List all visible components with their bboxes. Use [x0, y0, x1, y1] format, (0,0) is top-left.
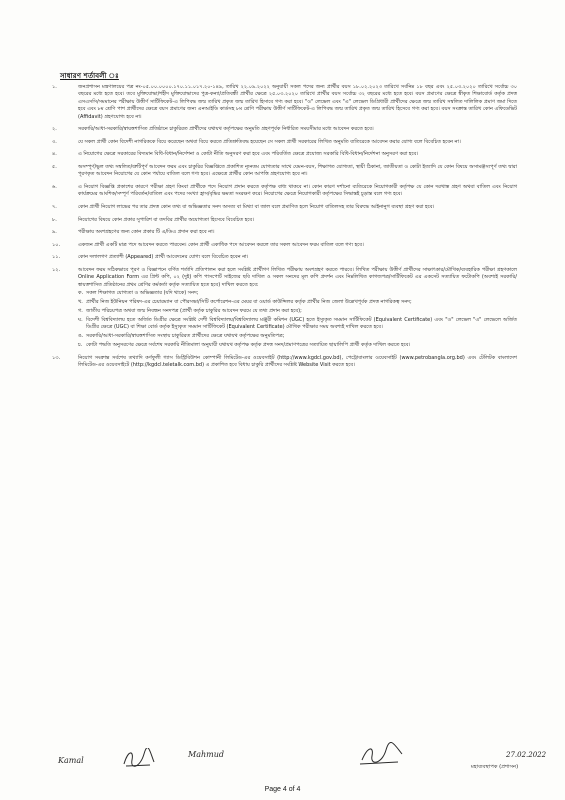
condition-number: ১১.	[52, 254, 61, 261]
handwritten-date: 27.02.2022	[506, 751, 547, 759]
sub-item-text: কোটা পদ্ধতি অনুসরণের ক্ষেত্রে সর্বশেষ সরকারি নীতিমালা অনুযায়ী যথাযথ কর্তৃপক্ষ কর্তৃক প্রদত্ত সনদ/প্রমাণপত্রের সত্যায়িত ছায়ালিপি প্রার্থী কর্তৃক দাখিল করতে হবে।	[86, 342, 411, 349]
condition-text: জনপ্রশাসন মন্ত্রণালয়ের পত্র নং-০৫.০০.০০০০.১৭০.১১.০১৭.২০-১৪৯, তারিখ ২২.০৯.২০২২ অনুযায়ী সকল পদের জন্য প্রার্থীর বয়স ১৮.০২.২০২৩ তারিখে সর্বনিম্ন ১৮ বছর এবং ২৫.০৩.২০২০ তারিখে সর্বোচ্চ ৩০ বছরের মধ্যে হতে হবে। তবে মুক্তিযোদ্ধা/শহীদ মুক্তিযোদ্ধাদের পুত্র-কন্যা/প্রতিবন্ধী প্রার্থীর ক্ষেত্রে ২৫.০৩.২০২০ তারিখে প্রার্থীর বয়স সর্বোচ্চ ৩২ বছরের মধ্যে হতে হবে। বয়স প্রমাণের ক্ষেত্রে স্বীকৃত শিক্ষাবোর্ড কর্তৃক প্রদত্ত এসএসসি/সমমানের পরীক্ষায় উত্তীর্ণ সার্টিফিকেট-এ লিপিবদ্ধ জন্ম তারিখ প্রকৃত জন্ম তারিখ হিসাবে গণ্য করা হবে। "ও" লেভেল এবং "এ" লেভেল ডিগ্রিধারী প্রার্থীদের ক্ষেত্রে জন্ম তারিখ সম্বলিত দালিলিক প্রমাণ জমা দিতে হবে এবং ৮ম শ্রেণি পাশ প্রার্থীদের ক্ষেত্রে বয়স প্রমাণের জন্য এনআইডি কার্ডসহ ৮ম শ্রেণি পরীক্ষায় উত্তীর্ণ সার্টিফিকেট-এ লিপিবদ্ধ জন্ম তারিখ প্রকৃত জন্ম তারিখ হিসেবে গণ্য করা হবে। বয়স সংক্রান্ত তারিখ কোন এফিডেভিট (Affidavit) গ্রহণযোগ্য হবে না।	[78, 84, 517, 120]
sub-item-text: বিদেশী বিশ্ববিদ্যালয় হতে অর্জিত ডিগ্রীর ক্ষেত্রে সংশ্লিষ্ট দেশী বিশ্ববিদ্যালয়/বিশ্ববিদ্যালয় মঞ্জুরী কমিশন (UGC) হতে ইস্যুকৃত সমমান সার্টিফিকেট (Equivalent Certificate) এবং "ও" লেভেল "এ" লেভেলে অর্জিত ডিগ্রীর ক্ষেত্রে (UGC) বা শিক্ষা বোর্ড কর্তৃক ইস্যুকৃত সমমান সার্টিফিকেট (Equivalent Certificate) মৌখিক পরীক্ষার সময় অবশ্যই দাখিল করতে হবে।	[86, 317, 517, 331]
sub-item-letter: ঙ.	[78, 333, 84, 340]
sub-item	[78, 290, 517, 297]
sub-item-text: সকল শিক্ষাগত যোগ্যতা ও অভিজ্ঞতার (যদি থাকে) সনদ;	[86, 290, 199, 297]
condition-text: এ নিয়োগের ক্ষেত্রে সরকারের বিদ্যমান বিধি-বিধান/নির্দেশনা ও কোটা নীতি অনুসরণ করা হবে এবং পরিবর্তিত ক্ষেত্রে প্রযোজ্য সরকারি বিধি-বিধান/নির্দেশনা অনুসরণ করা হবে।	[78, 151, 419, 158]
sub-item	[78, 333, 517, 340]
signature-1: Kamal	[58, 756, 84, 765]
condition-text: কোন প্রার্থী নিয়োগ লাভের পর তার প্রদত্ত কোন তথ্য বা অভিজ্ঞতার সনদ অসত্য বা মিথ্যা বা জাল বলে প্রমাণিত হলে নিয়োগ বাতিলসহ তার বিরুদ্ধে আইনানুগ ব্যবস্থা গ্রহণ করা হবে।	[78, 204, 435, 210]
condition-item	[52, 164, 517, 179]
sub-item-letter: ঘ.	[78, 317, 83, 324]
signature-4-scribble	[358, 742, 406, 768]
condition-text: আবেদন ফরম সঠিকভাবে পূরণ ও বিজ্ঞাপনে বর্ণিত শর্তাদি প্রতিপালন করা হলে সংশ্লিষ্ট প্রার্থীগণ লিখিত পরীক্ষায় অংশগ্রহণ করতে পারবে। লিখিত পরীক্ষায় উত্তীর্ণ প্রার্থীদের সাক্ষাৎকার/মৌখিক/ব্যবহারিক পরীক্ষা গ্রহণকালে Online Application Form এর প্রিন্ট কপি, ০২ (দুই) কপি পাসপোর্ট সাইজের ছবি দাখিল ও সকল সনদের মূল কপি প্রদর্শন এবং নিম্নলিখিত কাগজপত্র/সার্টিফিকেট এর একসেট সত্যায়িত ফটোকপি (অবশ্যই সরকারি/স্বায়ত্তশাসিত প্রতিষ্ঠানের প্রথম শ্রেণির কর্মকর্তা কর্তৃক সত্যায়িত হতে হবে) দাখিল করতে হবে:	[78, 266, 517, 288]
condition-item	[52, 217, 517, 224]
sub-item-letter: গ.	[78, 308, 83, 315]
condition-item	[52, 242, 517, 249]
condition-text: পরীক্ষায় অংশগ্রহণের জন্য কোন প্রকার টি এ/ডিএ প্রদান করা হবে না।	[78, 229, 215, 236]
sub-item	[78, 308, 517, 315]
condition-item	[52, 267, 517, 350]
condition-item	[52, 355, 517, 370]
sub-item-text: প্রার্থীর নিজ ইউনিয়ন পরিষদ-এর চেয়ারম্যান বা পৌরসভা/সিটি কর্পোরেশন-এর মেয়র বা ওয়ার্ড কাউন্সিলর কর্তৃক প্রার্থীর নিজ জেলা উল্লেখপূর্বক প্রদত্ত নাগরিকত্ব সনদ;	[86, 299, 412, 306]
sub-item-text: সরকারি/আধা-সরকারি/স্বায়ত্তশাসিত সংস্থায় চাকুরিরত প্রার্থীদের ক্ষেত্রে যথাযথ কর্তৃপক্ষের অনুমতিপত্র;	[86, 333, 285, 340]
condition-number: ১.	[52, 84, 57, 90]
sub-item-letter: ক.	[78, 290, 84, 297]
sub-item	[78, 299, 517, 306]
condition-number: ৬.	[52, 184, 57, 190]
condition-number: ৯.	[52, 229, 57, 236]
condition-text: যে সকল প্রার্থী কোন বিদেশী নাগরিককে বিয়ে করেছেন অথবা বিয়ে করতে প্রতিশ্রুতিবদ্ধ হয়েছেন সে সকল প্রার্থী সরকারের লিখিত অনুমতি ব্যতিরেকে আবেদন করার যোগ্য বলে বিবেচিত হবেন না।	[78, 138, 461, 145]
sub-item	[78, 342, 517, 349]
sub-item-letter: চ.	[78, 342, 83, 349]
condition-number: ৭.	[52, 204, 57, 210]
signature-area	[58, 742, 547, 782]
condition-text: নিয়োগের বিষয়ে কোন প্রকার সুপারিশ বা তদবির প্রার্থীর অযোগ্যতা হিসেবে বিবেচিত হবে।	[78, 216, 254, 223]
condition-number: ১২.	[52, 266, 61, 273]
condition-number: ২.	[52, 126, 57, 133]
signature-2-scribble	[120, 748, 158, 770]
sub-item-letter: খ.	[78, 299, 83, 306]
condition-text: এ নিয়োগ বিজ্ঞপ্তি প্রকাশের কারণে পরীক্ষা গ্রহণ কিংবা প্রার্থীকে পদে নিয়োগ প্রদান করতে কর্তৃপক্ষ বাধ্য থাকবে না। কোন কারণ দর্শানো ব্যতিরেকে নিয়োগকারী কর্তৃপক্ষ যে কোন দরখাস্ত গ্রহণ অথবা বাতিল এবং নিয়োগ কার্যক্রমের আংশিক/সম্পূর্ণ পরিবর্তন/বাতিল এবং পদের সংখ্যা হ্রাস/বৃদ্ধির ক্ষমতা সংরক্ষণ করে। নিয়োগের ক্ষেত্রে নিয়োগকারী কর্তৃপক্ষের সিদ্ধান্তই চূড়ান্ত বলে গণ্য হবে।	[78, 184, 517, 198]
condition-item	[52, 139, 517, 146]
condition-item	[52, 84, 517, 121]
condition-text: সরকারি/আধা-সরকারি/স্বায়ত্তশাসিত প্রতিষ্ঠানে চাকুরিরত প্রার্থীদের যথাযথ কর্তৃপক্ষের অনুমতি গ্রহণপূর্বক নির্ধারিত সময়সীমার মধ্যে আবেদন করতে হবে।	[78, 126, 374, 133]
page-footer: Page 4 of 4	[264, 786, 301, 793]
condition-number: ৩.	[52, 138, 57, 145]
condition-item	[52, 184, 517, 199]
general-conditions-heading: সাধারণ শর্তাবলী ঃ	[60, 72, 119, 80]
sub-item	[78, 317, 517, 331]
condition-number: ৮.	[52, 216, 57, 223]
sub-item-list	[78, 290, 517, 349]
condition-item	[52, 204, 517, 211]
signature-3: Mahmud	[188, 750, 224, 759]
condition-number: ১৩.	[52, 354, 61, 361]
condition-text: কোন দলালগণ প্রত্যাশী (Appeared) প্রার্থী আবেদনের যোগ্য বলে বিবেচিত হবেন না।	[78, 254, 249, 261]
conditions-list	[52, 84, 517, 375]
condition-item	[52, 151, 517, 158]
condition-text: নিয়োগ সংক্রান্ত সর্বশেষ তথ্যাদি কর্ণফুলী গ্যাস ডিস্ট্রিবিউশন কোম্পানী লিমিটেড-এর ওয়েবসাইট (http://www.kgdcl.gov.bd), পেট্রোবাংলার ওয়েবসাইট (www.petrobangla.org.bd) এবং টেলিটক বাংলাদেশ লিমিটেড-এর ওয়েবসাইটে (http://kgdcl.teletalk.com.bd) এ প্রকাশিত হবে বিধায় চাকুরি প্রার্থীদের সংশ্লিষ্ট Website Visit করতে হবে।	[78, 354, 517, 369]
condition-number: ৪.	[52, 151, 57, 158]
condition-item	[52, 254, 517, 261]
condition-number: ৫.	[52, 164, 57, 170]
condition-item	[52, 126, 517, 133]
sub-item-text: জাতীয় পরিচয়পত্র অথবা জন্ম নিবন্ধন সনদপত্র (প্রার্থী কর্তৃক চাকুরির আবেদন ফরমে যে তথ্য প্রদান করা হবে);	[86, 308, 302, 315]
condition-text: একজন প্রার্থী একটি মাত্র পদে আবেদন করতে পারবেন। কোন প্রার্থী একাধিক পদে আবেদন করলে তার সকল আবেদন ফরম বাতিল বলে গণ্য হবে।	[78, 241, 364, 248]
director-designation: মহাব্যবস্থাপক (প্রশাসন)	[471, 764, 519, 770]
condition-number: ১০.	[52, 241, 61, 248]
condition-item	[52, 229, 517, 236]
condition-text: অসম্পূর্ণ/ভুল তথ্য সম্বলিত/ত্রুটিপূর্ণ আবেদন ফরম এবং চাকুরির বিজ্ঞপ্তিতে প্রকাশিত ন্যূনতম যোগ্যতার সাথে যেমন-বয়স, শিক্ষাগত যোগ্যতা, স্থায়ী ঠিকানা, জাতীয়তা ও কোটা ইত্যাদি যে কোন বিষয়ে অসামঞ্জস্যপূর্ণ তথ্য দ্বারা পূরণকৃত আবেদন নিয়োগের যে কোন পর্যায়ে বাতিল বলে গণ্য হবে। এক্ষেত্রে প্রার্থীর কোন আপত্তি গ্রহণযোগ্য হবে না।	[78, 164, 517, 178]
